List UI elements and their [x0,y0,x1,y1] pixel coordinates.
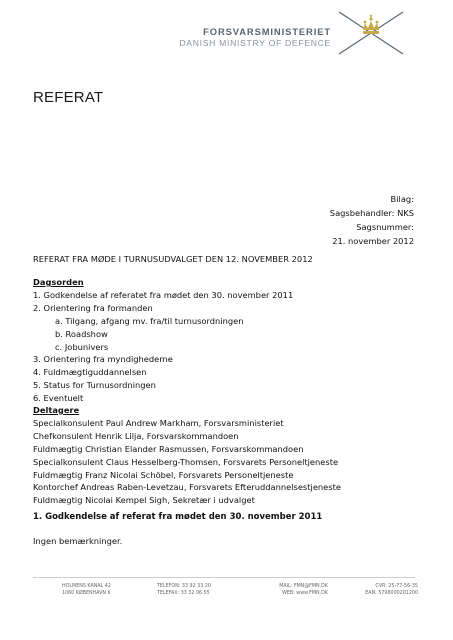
agenda-heading: Dagsorden [33,277,84,287]
footer-cvr: CVR: 25-77-56-35 [375,584,418,589]
footer-street: HOLMENS KANAL 42 [62,584,111,589]
participant: Fuldmægtig Christian Elander Rasmussen, Forsvarskommandoen [33,443,304,454]
agenda-subitem: a. Tilgang, afgang mv. fra/til turnusordningen [55,315,244,326]
footer-city: 1060 KØBENHAVN K [62,591,111,596]
participant: Fuldmægtig Nicolai Kempel Sigh, Sekretær i udvalget [33,495,255,506]
ministry-name-danish: FORSVARSMINISTERIET [203,26,331,37]
participant: Chefkonsulent Henrik Lilja, Forsvarskommandoen [33,430,239,441]
agenda-item: 3. Orientering fra myndighederne [33,354,173,365]
participant: Kontorchef Andreas Raben-Levetzau, Forsvarets Efteruddannelsestjeneste [33,482,341,493]
footer-divider [33,577,415,578]
agenda-section [33,276,293,405]
ministry-name [179,26,331,48]
footer-registry [330,583,418,597]
meeting-title: REFERAT FRA MØDE I TURNUSUDVALGET DEN 12. NOVEMBER 2012 [33,254,313,264]
footer-web-link[interactable]: WEB: www.FMN.DK [282,591,328,596]
agenda-subitem: b. Roadshow [55,328,108,339]
document-metadata [330,192,414,248]
footer-telephone: TELEFON: 33 92 33 20 [157,584,211,589]
agenda-item: 2. Orientering fra formanden [33,302,153,313]
attachment-label: Bilag: [390,194,414,204]
participants-heading: Deltagere [33,405,80,415]
footer-address [62,583,111,597]
agenda-item: 4. Fuldmægtiguddannelsen [33,367,147,378]
footer-contact [268,583,328,597]
participant: Specialkonsulent Claus Hesselberg-Thomsen, Forsvarets Personeltjeneste [33,456,339,467]
case-officer: Sagsbehandler: NKS [329,208,414,218]
crown-logo-icon [335,8,407,58]
footer-ean: EAN: 5798000201200 [365,591,418,596]
case-number: Sagsnummer: [356,222,414,232]
agenda-subitem: c. Jobunivers [55,341,109,352]
footer-mail-link[interactable]: MAIL: FMN@FMN.DK [279,584,328,589]
participant: Specialkonsulent Paul Andrew Markham, Forsvarsministeriet [33,417,284,428]
agenda-item: 1. Godkendelse af referatet fra mødet den 30. november 2011 [33,289,294,300]
agenda-item: 6. Eventuelt [33,393,84,404]
participant: Fuldmægtig Franz Nicolai Schöbel, Forsvarets Personeltjeneste [33,469,294,480]
participants-section [33,404,341,507]
agenda-item: 5. Status for Turnusordningen [33,380,156,391]
document-date: 21. november 2012 [332,236,414,246]
section-1-heading: 1. Godkendelse af referat fra mødet den 30. november 2011 [33,512,323,522]
document-title: REFERAT [33,89,104,106]
footer-telefax: TELEFAX: 33 32 06 55 [157,591,210,596]
section-1-body: Ingen bemærkninger. [33,536,123,546]
footer-phone [157,583,211,597]
ministry-name-english: DANISH MINISTRY OF DEFENCE [179,38,331,48]
